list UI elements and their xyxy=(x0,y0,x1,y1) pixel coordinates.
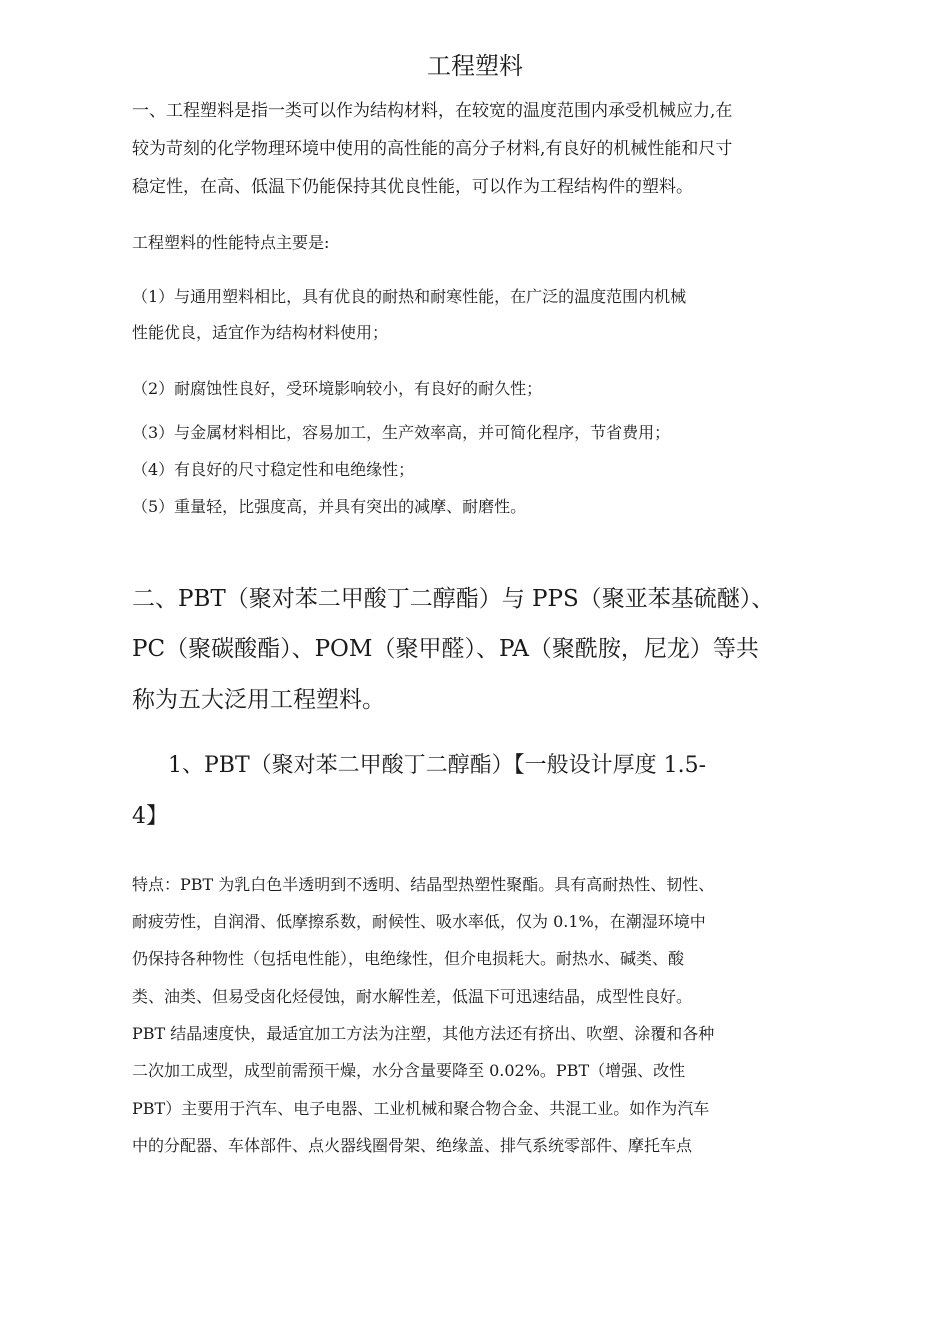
intro-line-3: 稳定性，在高、低温下仍能保持其优良性能，可以作为工程结构件的塑料。 xyxy=(132,177,693,197)
feature-3: （3）与金属材料相比，容易加工，生产效率高，并可简化程序，节省费用； xyxy=(132,423,671,442)
body-line-1: 特点：PBT 为乳白色半透明到不透明、结晶型热塑性聚酯。具有高耐热性、韧性、 xyxy=(132,875,715,894)
document-title: 工程塑料 xyxy=(427,52,523,80)
body-line-2: 耐疲劳性，自润滑、低摩擦系数，耐候性、吸水率低，仅为 0.1%，在潮湿环境中 xyxy=(132,912,706,931)
subsection1-heading-line-1: 1、PBT（聚对苯二甲酸丁二醇酯）【一般设计厚度 1.5- xyxy=(168,753,707,778)
feature-5: （5）重量轻，比强度高，并具有突出的减摩、耐磨性。 xyxy=(132,497,527,516)
body-line-4: 类、油类、但易受卤化烃侵蚀，耐水解性差，低温下可迅速结晶，成型性良好。 xyxy=(132,987,693,1006)
feature-1-line-2: 性能优良，适宜作为结构材料使用； xyxy=(132,323,389,342)
feature-4: （4）有良好的尺寸稳定性和电绝缘性； xyxy=(132,460,415,479)
section2-line-2: PC（聚碳酸酯）、POM（聚甲醛）、PA（聚酰胺，尼龙）等共 xyxy=(132,636,759,662)
features-heading: 工程塑料的性能特点主要是: xyxy=(132,233,330,252)
body-line-7: PBT）主要用于汽车、电子电器、工业机械和聚合物合金、共混工业。如作为汽车 xyxy=(132,1099,710,1118)
feature-1-line-1: （1）与通用塑料相比，具有优良的耐热和耐寒性能，在广泛的温度范围内机械 xyxy=(132,287,687,306)
body-line-6: 二次加工成型，成型前需预干燥，水分含量要降至 0.02%。PBT（增强、改性 xyxy=(132,1061,686,1080)
subsection1-heading-line-2: 4】 xyxy=(132,804,168,829)
section2-line-1: 二、PBT（聚对苯二甲酸丁二醇酯）与 PPS（聚亚苯基硫醚）、 xyxy=(132,586,775,612)
section2-line-3: 称为五大泛用工程塑料。 xyxy=(132,687,385,713)
body-line-3: 仍保持各种物性（包括电性能），电绝缘性，但介电损耗大。耐热水、碱类、酸 xyxy=(132,949,685,968)
intro-line-1: 一、工程塑料是指一类可以作为结构材料，在较宽的温度范围内承受机械应力,在 xyxy=(132,101,733,121)
intro-line-2: 较为苛刻的化学物理环境中使用的高性能的高分子材料,有良好的机械性能和尺寸 xyxy=(132,139,733,159)
body-line-5: PBT 结晶速度快，最适宜加工方法为注塑，其他方法还有挤出、吹塑、涂覆和各种 xyxy=(132,1024,715,1043)
body-line-8: 中的分配器、车体部件、点火器线圈骨架、绝缘盖、排气系统零部件、摩托车点 xyxy=(132,1136,693,1155)
feature-2: （2）耐腐蚀性良好，受环境影响较小，有良好的耐久性； xyxy=(132,379,543,398)
